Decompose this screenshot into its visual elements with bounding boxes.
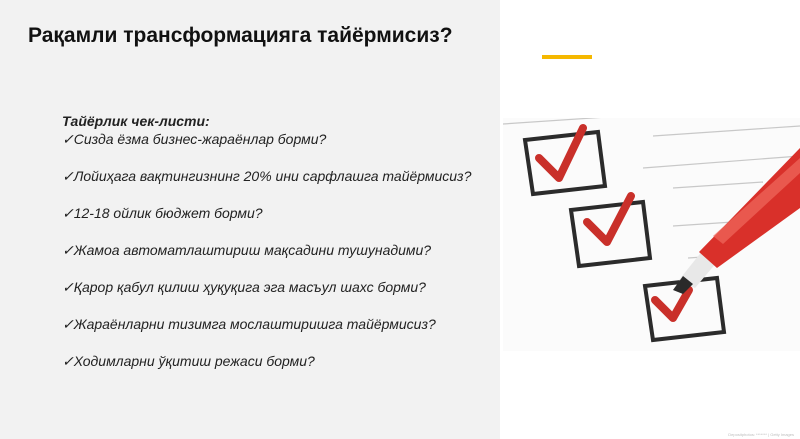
checkmark-icon: ✓ [62, 131, 74, 147]
checklist-item-text: Сизда ёзма бизнес-жараёнлар борми? [73, 131, 327, 147]
checkmark-icon: ✓ [62, 168, 74, 184]
checklist-item [62, 241, 492, 259]
checklist-item [62, 130, 492, 148]
checklist-item-text: 12-18 ойлик бюджет борми? [73, 205, 263, 221]
slide-title: Рақамли трансформацияга тайёрмисиз? [28, 24, 453, 47]
checkmark-icon: ✓ [62, 353, 74, 369]
checkmark-icon: ✓ [62, 279, 74, 295]
checklist-with-red-marker-icon [503, 118, 800, 351]
checklist-item-text: Ходимларни ўқитиш режаси борми? [73, 353, 315, 369]
checklist-item [62, 352, 492, 370]
checklist-item-text: Жараёнларни тизимга мослаштиришга тайёрмисиз? [73, 316, 436, 332]
checklist-item [62, 315, 492, 333]
checklist-photo [503, 118, 800, 351]
checklist-item [62, 204, 492, 222]
checklist [62, 112, 492, 389]
checkmark-icon: ✓ [62, 242, 74, 258]
checkmark-icon: ✓ [62, 316, 74, 332]
checklist-item [62, 278, 492, 296]
checklist-item-text: Жамоа автоматлаштириш мақсадини тушунадими? [73, 242, 432, 258]
checkmark-icon: ✓ [62, 205, 74, 221]
checklist-item-text: Лойиҳага вақтингизнинг 20% ини сарфлашга тайёрмисиз? [73, 168, 472, 184]
accent-bar [542, 55, 592, 59]
image-credit: Depositphotos: ******* | Getty Images [728, 432, 794, 437]
checklist-heading: Тайёрлик чек-листи: [62, 113, 210, 129]
checklist-item-text: Қарор қабул қилиш ҳуқуқига эга масъул шахс борми? [73, 279, 426, 295]
checklist-item [62, 167, 492, 185]
